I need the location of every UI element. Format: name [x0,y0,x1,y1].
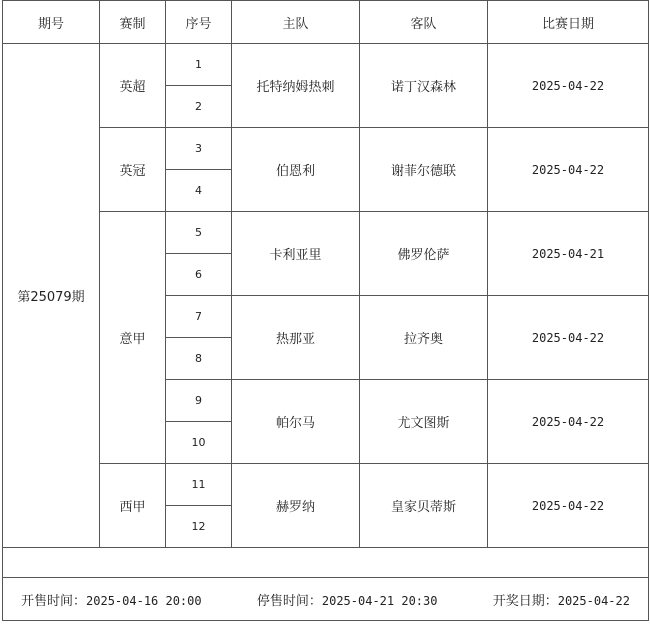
home-team-cell: 伯恩利 [232,128,360,212]
home-team-cell: 帕尔马 [232,380,360,464]
away-team-cell: 皇家贝蒂斯 [360,464,488,548]
header-date: 比赛日期 [488,1,649,44]
home-team-cell: 赫罗纳 [232,464,360,548]
number-cell: 7 [166,296,232,338]
sale-start-value: 2025-04-16 20:00 [86,593,202,608]
league-cell: 意甲 [100,212,166,464]
number-cell: 4 [166,170,232,212]
sale-start [21,590,202,609]
match-date-cell: 2025-04-22 [488,44,649,128]
away-team-cell: 尤文图斯 [360,380,488,464]
table-row [3,464,649,506]
match-date-cell: 2025-04-21 [488,212,649,296]
schedule-table [2,0,649,621]
draw-date-value: 2025-04-22 [557,593,630,608]
blank-cell [3,548,649,578]
header-row [3,1,649,44]
draw-date [493,590,630,609]
league-cell: 西甲 [100,464,166,548]
home-team-cell: 热那亚 [232,296,360,380]
header-number: 序号 [166,1,232,44]
away-team-cell: 拉齐奥 [360,296,488,380]
match-date-cell: 2025-04-22 [488,128,649,212]
period-cell: 第25079期 [3,44,100,548]
header-period: 期号 [3,1,100,44]
number-cell: 1 [166,44,232,86]
footer-cell [3,578,649,621]
number-cell: 3 [166,128,232,170]
number-cell: 8 [166,338,232,380]
match-date-cell: 2025-04-22 [488,296,649,380]
draw-date-label: 开奖日期： [492,593,558,609]
number-cell: 5 [166,212,232,254]
home-team-cell: 托特纳姆热刺 [232,44,360,128]
number-cell: 11 [166,464,232,506]
blank-row [3,548,649,578]
match-date-cell: 2025-04-22 [488,380,649,464]
sale-end [257,590,438,609]
lottery-schedule-sheet [2,0,648,629]
number-cell: 9 [166,380,232,422]
number-cell: 2 [166,86,232,128]
header-away: 客队 [360,1,488,44]
league-cell: 英超 [100,44,166,128]
away-team-cell: 诺丁汉森林 [360,44,488,128]
league-cell: 英冠 [100,128,166,212]
sale-start-label: 开售时间： [21,593,87,609]
table-row [3,212,649,254]
away-team-cell: 佛罗伦萨 [360,212,488,296]
sale-end-value: 2025-04-21 20:30 [321,593,438,608]
header-home: 主队 [232,1,360,44]
header-league: 赛制 [100,1,166,44]
table-row [3,44,649,86]
number-cell: 10 [166,422,232,464]
away-team-cell: 谢菲尔德联 [360,128,488,212]
number-cell: 12 [166,506,232,548]
match-date-cell: 2025-04-22 [488,464,649,548]
sale-end-label: 停售时间： [256,593,322,609]
table-row [3,128,649,170]
home-team-cell: 卡利亚里 [232,212,360,296]
number-cell: 6 [166,254,232,296]
footer-row [3,578,649,621]
